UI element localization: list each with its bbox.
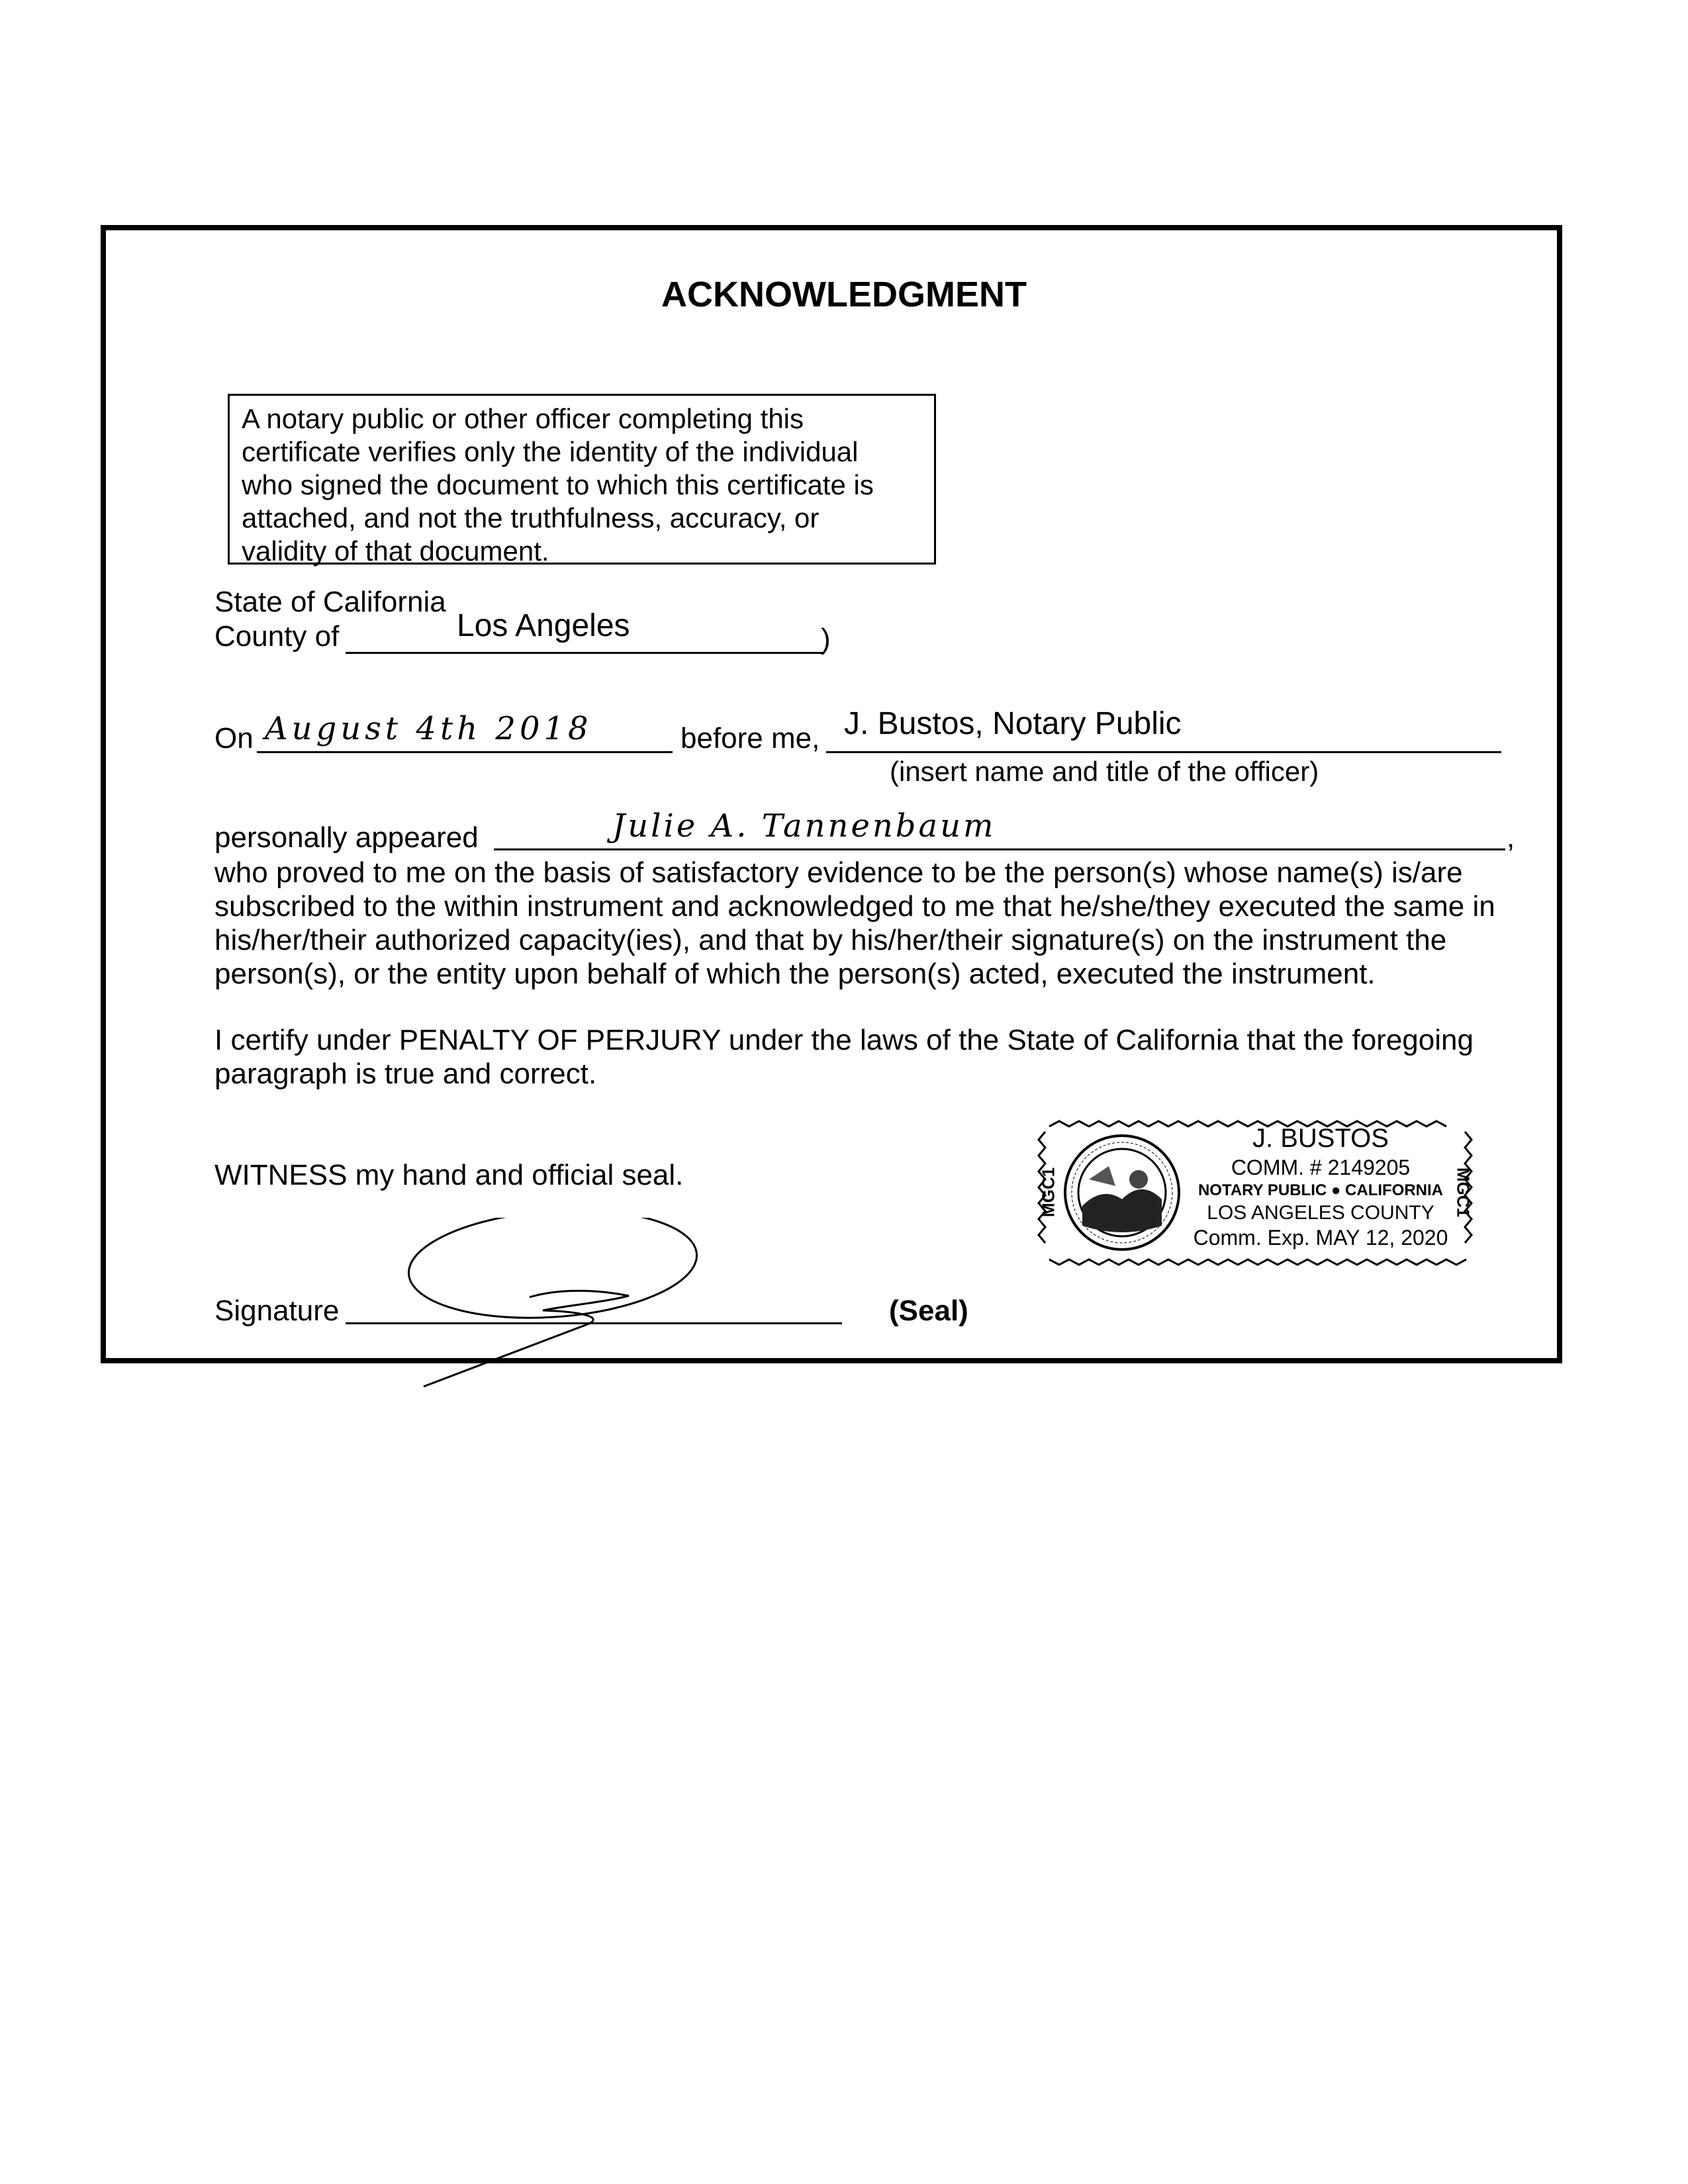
seal-label: (Seal) xyxy=(889,1295,968,1327)
page-title: ACKNOWLEDGMENT xyxy=(661,275,1027,314)
seal-title: NOTARY PUBLIC ● CALIFORNIA xyxy=(1197,1181,1444,1199)
seal-expiration: Comm. Exp. MAY 12, 2020 xyxy=(1193,1226,1448,1250)
proof-paragraph: who proved to me on the basis of satisfactory evidence to be the person(s) whose name(s) is/are subscribed to the within instrument and acknowledged to me that he/she/they executed the same in his/her/their authorized capacity(ies), and that by his/her/their signature(s) on the instrument the person(s), or the entity upon behalf of which the person(s) acted, executed the instrument. xyxy=(214,856,1495,990)
california-state-seal-icon xyxy=(1062,1133,1182,1252)
before-me-label: before me, xyxy=(680,722,820,754)
county-close-paren: ) xyxy=(821,623,831,655)
appeared-label: personally appeared xyxy=(214,821,479,854)
county-underline xyxy=(346,652,823,654)
seal-name: J. BUSTOS xyxy=(1252,1124,1389,1153)
appeared-value[interactable]: Julie A. Tannenbaum xyxy=(612,807,996,844)
officer-caption: (insert name and title of the officer) xyxy=(890,756,1319,787)
witness-text: WITNESS my hand and official seal. xyxy=(214,1159,684,1191)
officer-underline xyxy=(826,751,1501,753)
signature-label: Signature xyxy=(214,1295,340,1327)
seal-commission: COMM. # 2149205 xyxy=(1231,1156,1411,1179)
signature-scribble[interactable] xyxy=(384,1218,728,1403)
notary-notice-box: A notary public or other officer completing this certificate verifies only the identity of the individual who signed the document to which this certificate is attached, and not the truthfulness, accuracy, or validity of that document. xyxy=(228,394,936,565)
county-value[interactable]: Los Angeles xyxy=(457,608,630,643)
appeared-underline xyxy=(494,848,1505,850)
notary-seal xyxy=(1036,1118,1474,1267)
county-label: County of xyxy=(214,620,340,653)
date-underline xyxy=(257,751,673,753)
officer-value[interactable]: J. Bustos, Notary Public xyxy=(844,706,1182,741)
state-label: State of California xyxy=(214,586,446,618)
date-value[interactable]: August 4th 2018 xyxy=(265,710,592,747)
seal-side-code-right: MGC1 xyxy=(1453,1167,1474,1218)
on-label: On xyxy=(214,722,254,754)
appeared-comma: , xyxy=(1507,821,1515,854)
perjury-paragraph: I certify under PENALTY OF PERJURY under the laws of the State of California that the foregoing paragraph is true and correct. xyxy=(214,1024,1474,1090)
seal-county: LOS ANGELES COUNTY xyxy=(1207,1202,1434,1224)
seal-side-code-left: MGC1 xyxy=(1038,1167,1058,1218)
